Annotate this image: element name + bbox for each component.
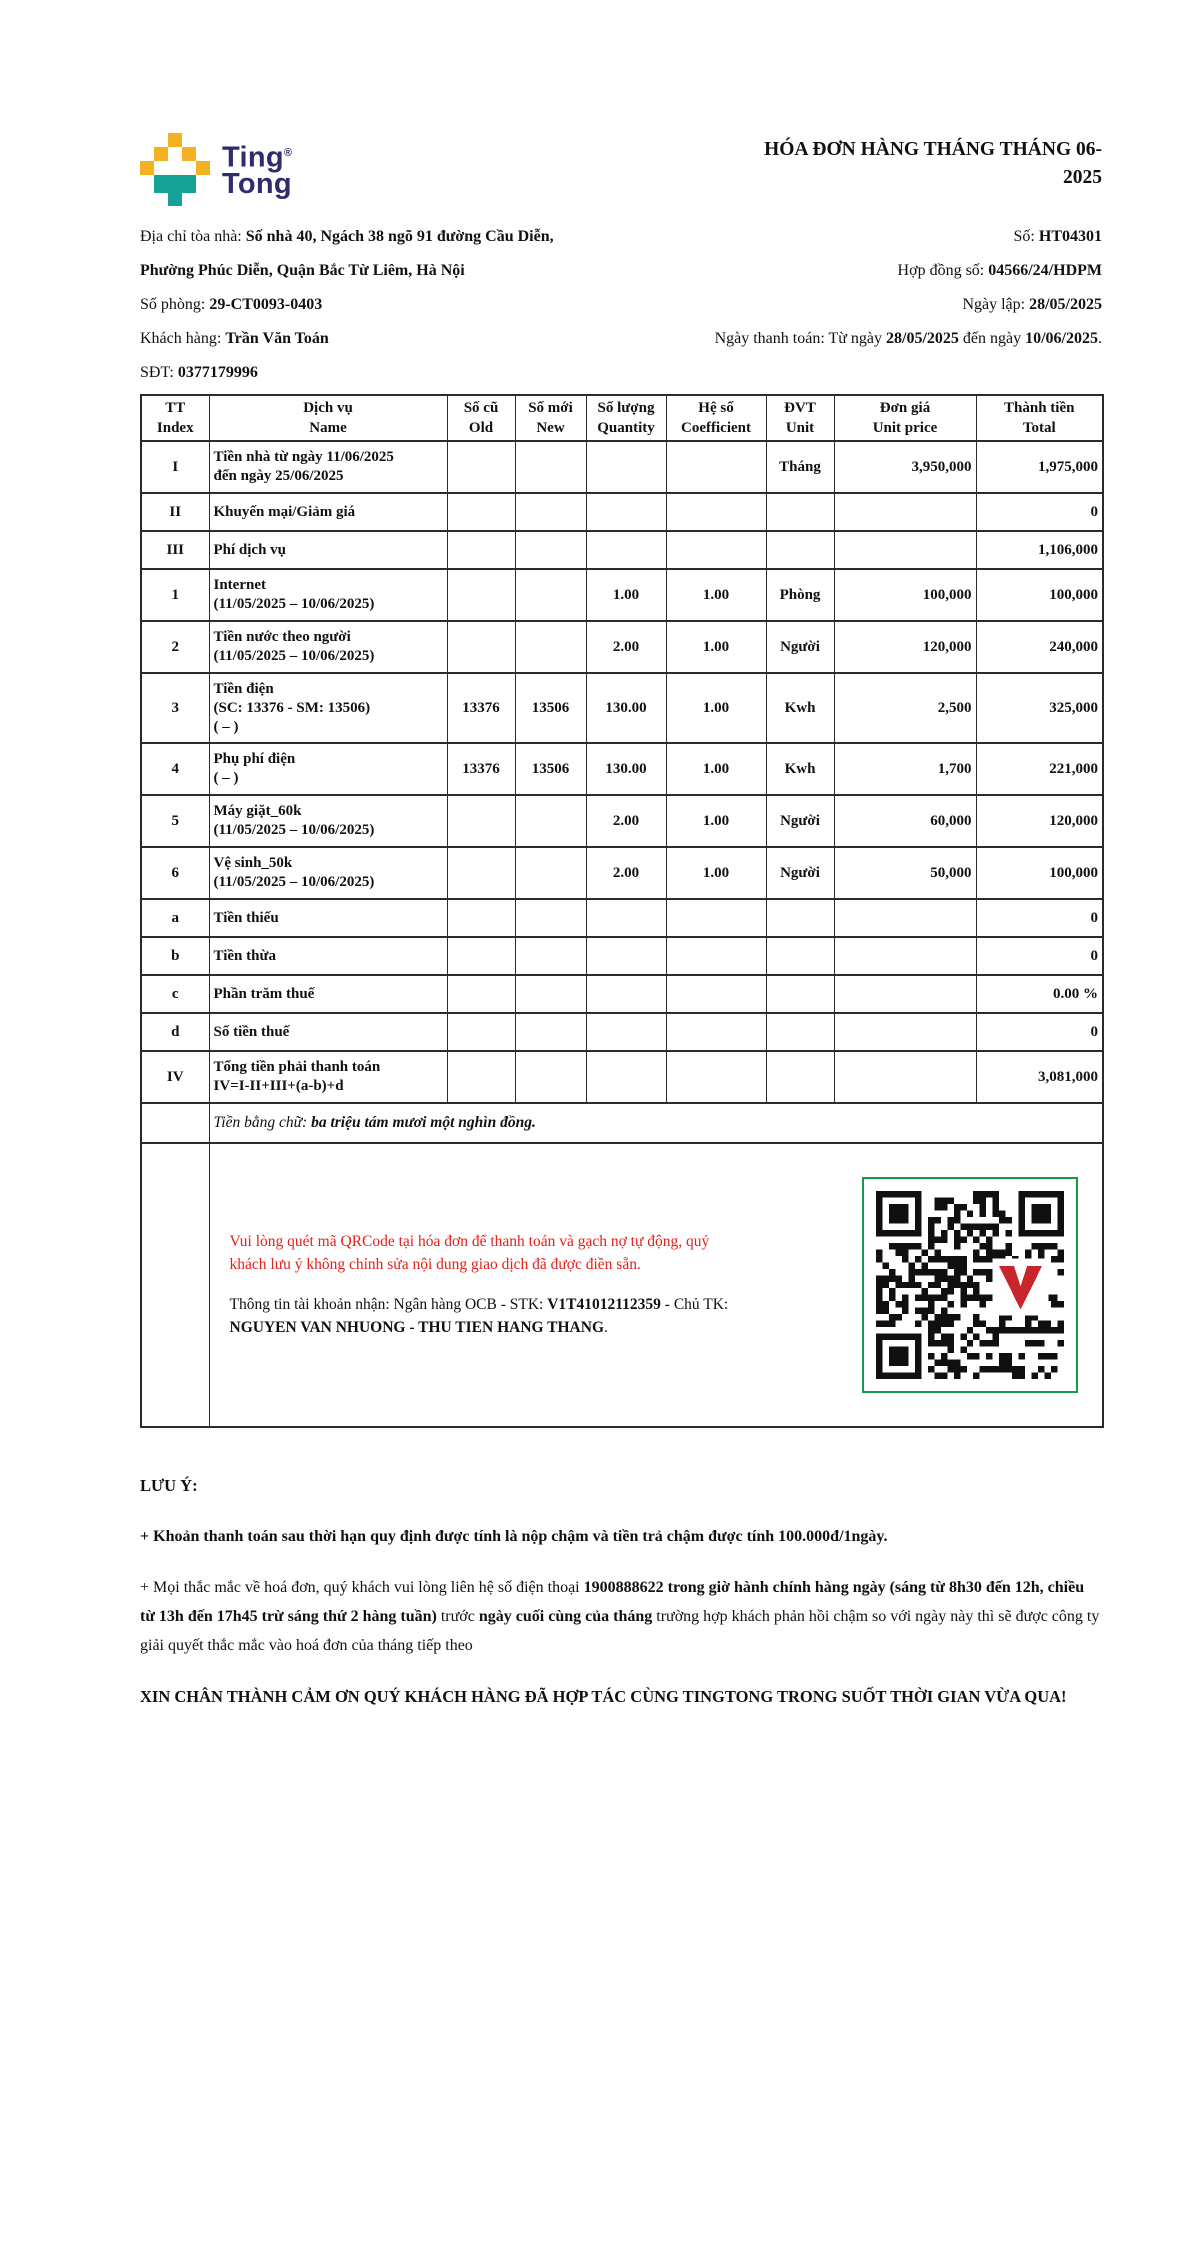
cell-name: Tiền thừa bbox=[209, 937, 447, 975]
col-header-index: TT Index bbox=[141, 395, 209, 441]
deadline-emphasis: ngày cuối cùng của tháng bbox=[478, 1608, 653, 1625]
cell-new bbox=[515, 531, 586, 569]
cell-new bbox=[515, 569, 586, 621]
cell-unit bbox=[766, 1051, 834, 1103]
registered-mark: ® bbox=[283, 146, 293, 159]
cell-coef bbox=[666, 975, 766, 1013]
payment-from-date: 28/05/2025 bbox=[886, 330, 959, 347]
cell-total: 240,000 bbox=[976, 621, 1103, 673]
room-number-line bbox=[140, 288, 669, 322]
cell-unit bbox=[766, 1013, 834, 1051]
header-row bbox=[141, 395, 1103, 441]
cell-qty bbox=[586, 937, 666, 975]
col-header-unit-price: Đơn giá Unit price bbox=[834, 395, 976, 441]
table-row bbox=[141, 1013, 1103, 1051]
cell-new bbox=[515, 621, 586, 673]
cell-price: 1,700 bbox=[834, 743, 976, 795]
cell-old bbox=[447, 975, 515, 1013]
cell-price: 3,950,000 bbox=[834, 441, 976, 493]
invoice-table-head bbox=[141, 395, 1103, 441]
thank-you-message: XIN CHÂN THÀNH CẢM ƠN QUÝ KHÁCH HÀNG ĐÃ HỢP TÁC CÙNG TINGTONG TRONG SUỐT THỜI GIAN VỪA QUA! bbox=[140, 1687, 1067, 1706]
cell-total: 100,000 bbox=[976, 847, 1103, 899]
cell-total: 0 bbox=[976, 899, 1103, 937]
qr-code-icon bbox=[876, 1191, 1064, 1379]
cell-unit: Tháng bbox=[766, 441, 834, 493]
cell-name: Vệ sinh_50k (11/05/2025 – 10/06/2025) bbox=[209, 847, 447, 899]
notes-section bbox=[140, 1476, 1102, 1711]
cell-name: Phí dịch vụ bbox=[209, 531, 447, 569]
cell-old bbox=[447, 937, 515, 975]
cell-new bbox=[515, 847, 586, 899]
late-payment-note: + Khoản thanh toán sau thời hạn quy định được tính là nộp chậm và tiền trả chậm được tính 100.000đ/1ngày. bbox=[140, 1528, 888, 1545]
logo-pixel bbox=[182, 147, 196, 161]
cell-total: 0 bbox=[976, 937, 1103, 975]
cell-tt: IV bbox=[141, 1051, 209, 1103]
cell-coef: 1.00 bbox=[666, 621, 766, 673]
cell-price bbox=[834, 899, 976, 937]
cell-old bbox=[447, 531, 515, 569]
building-address-line2: Phường Phúc Diễn, Quận Bắc Từ Liêm, Hà Nội bbox=[140, 262, 465, 279]
cell-tt: a bbox=[141, 899, 209, 937]
invoice-table-body bbox=[141, 441, 1103, 1103]
invoice-title: HÓA ĐƠN HÀNG THÁNG THÁNG 06-2025 bbox=[764, 139, 1102, 188]
cell-qty: 2.00 bbox=[586, 847, 666, 899]
table-row bbox=[141, 743, 1103, 795]
cell-coef: 1.00 bbox=[666, 673, 766, 743]
issue-date-line bbox=[669, 288, 1102, 322]
cell-old: 13376 bbox=[447, 743, 515, 795]
cell-new bbox=[515, 937, 586, 975]
table-row bbox=[141, 569, 1103, 621]
cell-name: Số tiền thuế bbox=[209, 1013, 447, 1051]
table-row bbox=[141, 847, 1103, 899]
hotline-note bbox=[140, 1573, 1102, 1660]
cell-total: 1,106,000 bbox=[976, 531, 1103, 569]
table-row bbox=[141, 937, 1103, 975]
cell-tt: II bbox=[141, 493, 209, 531]
cell-empty bbox=[141, 1103, 209, 1143]
qr-instructions bbox=[214, 1231, 734, 1339]
table-row bbox=[141, 975, 1103, 1013]
phone-value: 0377179996 bbox=[177, 364, 258, 381]
cell-qty bbox=[586, 899, 666, 937]
cell-coef bbox=[666, 441, 766, 493]
building-address-line1 bbox=[140, 220, 669, 254]
invoice-number-value: HT04301 bbox=[1038, 228, 1102, 245]
cell-name: Tiền nước theo người (11/05/2025 – 10/06/2025) bbox=[209, 621, 447, 673]
cell-new bbox=[515, 493, 586, 531]
cell-old bbox=[447, 493, 515, 531]
table-row bbox=[141, 673, 1103, 743]
cell-new bbox=[515, 441, 586, 493]
cell-qty: 130.00 bbox=[586, 673, 666, 743]
issue-date-label: Ngày lập: bbox=[962, 296, 1030, 313]
account-number: V1T41012112359 bbox=[547, 1296, 661, 1313]
issue-date-value: 28/05/2025 bbox=[1029, 296, 1102, 313]
cell-price bbox=[834, 1051, 976, 1103]
cell-coef: 1.00 bbox=[666, 847, 766, 899]
cell-coef bbox=[666, 1051, 766, 1103]
cell-unit bbox=[766, 899, 834, 937]
cell-name: Phần trăm thuế bbox=[209, 975, 447, 1013]
cell-price: 50,000 bbox=[834, 847, 976, 899]
logo-pixel bbox=[154, 175, 196, 193]
invoice-number-label: Số: bbox=[1013, 228, 1039, 245]
cell-empty bbox=[141, 1143, 209, 1427]
amount-in-words-row bbox=[141, 1103, 1103, 1143]
amount-in-words-value: ba triệu tám mươi một nghìn đồng. bbox=[311, 1114, 536, 1131]
cell-qty bbox=[586, 1051, 666, 1103]
phone-label: SĐT: bbox=[140, 364, 178, 381]
cell-name: Tổng tiền phải thanh toán IV=I-II+III+(a-b)+d bbox=[209, 1051, 447, 1103]
cell-unit bbox=[766, 937, 834, 975]
cell-unit: Kwh bbox=[766, 743, 834, 795]
address-label: Địa chỉ tòa nhà: bbox=[140, 228, 246, 245]
cell-tt: 2 bbox=[141, 621, 209, 673]
room-label: Số phòng: bbox=[140, 296, 210, 313]
cell-total: 3,081,000 bbox=[976, 1051, 1103, 1103]
cell-tt: b bbox=[141, 937, 209, 975]
contract-label: Hợp đồng số: bbox=[897, 262, 989, 279]
cell-new: 13506 bbox=[515, 743, 586, 795]
phone-line bbox=[140, 356, 669, 390]
cell-qty bbox=[586, 975, 666, 1013]
invoice-info-right bbox=[669, 220, 1102, 390]
cell-coef bbox=[666, 531, 766, 569]
qr-payment-notice: Vui lòng quét mã QRCode tại hóa đơn để thanh toán và gạch nợ tự động, quý khách lưu ý không chỉnh sửa nội dung giao dịch đã được điền sẵn. bbox=[229, 1233, 710, 1273]
cell-name: Khuyến mại/Giảm giá bbox=[209, 493, 447, 531]
qr-section-cell bbox=[209, 1143, 1103, 1427]
qr-row bbox=[141, 1143, 1103, 1427]
logo-pixel bbox=[168, 133, 182, 147]
contract-value: 04566/24/HDPM bbox=[988, 262, 1102, 279]
table-row bbox=[141, 493, 1103, 531]
qr-section bbox=[214, 1146, 1099, 1424]
invoice-page bbox=[140, 130, 1102, 1711]
qr-code-frame bbox=[862, 1177, 1078, 1393]
invoice-header bbox=[140, 130, 1102, 208]
cell-unit bbox=[766, 975, 834, 1013]
hotline-note-seg1: + Mọi thắc mắc về hoá đơn, quý khách vui lòng liên hệ số điện thoại bbox=[140, 1579, 584, 1596]
account-mid: - Chủ TK: bbox=[660, 1296, 729, 1313]
bank-account-info bbox=[230, 1294, 734, 1339]
invoice-info bbox=[140, 220, 1102, 390]
cell-qty: 2.00 bbox=[586, 795, 666, 847]
logo-pixel bbox=[168, 193, 182, 206]
cell-price bbox=[834, 531, 976, 569]
cell-unit: Người bbox=[766, 847, 834, 899]
table-row bbox=[141, 531, 1103, 569]
col-header-total: Thành tiền Total bbox=[976, 395, 1103, 441]
cell-coef: 1.00 bbox=[666, 569, 766, 621]
cell-tt: d bbox=[141, 1013, 209, 1051]
brand-name bbox=[222, 140, 292, 199]
cell-qty bbox=[586, 531, 666, 569]
payment-mid-label: đến ngày bbox=[958, 330, 1026, 347]
col-header-coefficient: Hệ số Coefficient bbox=[666, 395, 766, 441]
hotline-note-seg3: trước bbox=[436, 1608, 479, 1625]
cell-old bbox=[447, 1051, 515, 1103]
cell-name: Internet (11/05/2025 – 10/06/2025) bbox=[209, 569, 447, 621]
cell-old: 13376 bbox=[447, 673, 515, 743]
amount-in-words-label: Tiền bằng chữ: bbox=[213, 1114, 312, 1131]
table-row bbox=[141, 795, 1103, 847]
cell-unit: Người bbox=[766, 621, 834, 673]
cell-coef bbox=[666, 937, 766, 975]
cell-total: 221,000 bbox=[976, 743, 1103, 795]
cell-total: 100,000 bbox=[976, 569, 1103, 621]
cell-old bbox=[447, 847, 515, 899]
cell-qty bbox=[586, 441, 666, 493]
cell-new bbox=[515, 1013, 586, 1051]
col-header-new: Số mới New bbox=[515, 395, 586, 441]
cell-tt: 1 bbox=[141, 569, 209, 621]
cell-qty bbox=[586, 493, 666, 531]
address-value: Số nhà 40, Ngách 38 ngõ 91 đường Cầu Diễn, bbox=[245, 228, 554, 245]
brand-word-bottom: Tong bbox=[222, 168, 292, 201]
table-row bbox=[141, 1051, 1103, 1103]
payment-period-line bbox=[669, 322, 1102, 356]
hotline-phone-and-hours: 1900888622 trong giờ hành chính hàng ngày (sáng từ 8h30 đến 12h, chiều từ 13h đến 17h45 trừ sáng thứ 2 hàng tuần) bbox=[140, 1579, 1085, 1625]
cell-old bbox=[447, 1013, 515, 1051]
cell-name: Máy giặt_60k (11/05/2025 – 10/06/2025) bbox=[209, 795, 447, 847]
cell-total: 0 bbox=[976, 1013, 1103, 1051]
cell-price: 60,000 bbox=[834, 795, 976, 847]
cell-price bbox=[834, 493, 976, 531]
account-holder-name: NGUYEN VAN NHUONG - THU TIEN HANG THANG bbox=[229, 1318, 604, 1336]
cell-price bbox=[834, 1013, 976, 1051]
cell-qty: 2.00 bbox=[586, 621, 666, 673]
cell-coef: 1.00 bbox=[666, 795, 766, 847]
table-row bbox=[141, 899, 1103, 937]
cell-total: 120,000 bbox=[976, 795, 1103, 847]
cell-coef bbox=[666, 899, 766, 937]
amount-in-words-cell bbox=[209, 1103, 1103, 1143]
col-header-old: Số cũ Old bbox=[447, 395, 515, 441]
cell-tt: I bbox=[141, 441, 209, 493]
cell-old bbox=[447, 899, 515, 937]
customer-line bbox=[140, 322, 669, 356]
col-header-unit: ĐVT Unit bbox=[766, 395, 834, 441]
cell-tt: 3 bbox=[141, 673, 209, 743]
cell-price bbox=[834, 937, 976, 975]
cell-total: 0 bbox=[976, 493, 1103, 531]
cell-price: 100,000 bbox=[834, 569, 976, 621]
table-row bbox=[141, 441, 1103, 493]
col-header-name: Dịch vụ Name bbox=[209, 395, 447, 441]
cell-name: Tiền điện (SC: 13376 - SM: 13506) ( – ) bbox=[209, 673, 447, 743]
account-prefix: Thông tin tài khoản nhận: Ngân hàng OCB - STK: bbox=[229, 1296, 548, 1313]
tingtong-logo bbox=[140, 130, 292, 208]
cell-old bbox=[447, 795, 515, 847]
cell-total: 0.00 % bbox=[976, 975, 1103, 1013]
cell-price: 2,500 bbox=[834, 673, 976, 743]
cell-tt: 6 bbox=[141, 847, 209, 899]
cell-unit bbox=[766, 531, 834, 569]
cell-old bbox=[447, 569, 515, 621]
cell-total: 325,000 bbox=[976, 673, 1103, 743]
invoice-info-left bbox=[140, 220, 669, 390]
cell-old bbox=[447, 621, 515, 673]
invoice-number-line bbox=[669, 220, 1102, 254]
cell-unit: Người bbox=[766, 795, 834, 847]
cell-coef bbox=[666, 493, 766, 531]
cell-price: 120,000 bbox=[834, 621, 976, 673]
cell-new bbox=[515, 1051, 586, 1103]
logo-pixel bbox=[154, 147, 168, 161]
notes-title: LƯU Ý: bbox=[140, 1476, 198, 1495]
brand-word-top: Ting bbox=[222, 141, 284, 174]
logo-pixel bbox=[140, 161, 154, 175]
table-row bbox=[141, 621, 1103, 673]
cell-coef: 1.00 bbox=[666, 743, 766, 795]
cell-qty bbox=[586, 1013, 666, 1051]
cell-old bbox=[447, 441, 515, 493]
cell-name: Tiền thiếu bbox=[209, 899, 447, 937]
cell-total: 1,975,000 bbox=[976, 441, 1103, 493]
cell-tt: III bbox=[141, 531, 209, 569]
customer-label: Khách hàng: bbox=[140, 330, 226, 347]
hotline-note-seg5: trường hợp khách phản hồi chậm so với ngày này thì sẽ được công ty giải quyết thắc mắc vào hoá đơn của tháng tiếp theo bbox=[140, 1608, 1100, 1654]
customer-value: Trần Văn Toán bbox=[225, 330, 329, 347]
cell-name: Tiền nhà từ ngày 11/06/2025 đến ngày 25/06/2025 bbox=[209, 441, 447, 493]
cell-tt: c bbox=[141, 975, 209, 1013]
invoice-table-footer bbox=[141, 1103, 1103, 1427]
tingtong-pixel-tree-icon bbox=[140, 133, 210, 206]
cell-price bbox=[834, 975, 976, 1013]
cell-unit: Phòng bbox=[766, 569, 834, 621]
cell-unit: Kwh bbox=[766, 673, 834, 743]
cell-new: 13506 bbox=[515, 673, 586, 743]
cell-tt: 4 bbox=[141, 743, 209, 795]
account-suffix: . bbox=[604, 1318, 608, 1336]
cell-coef bbox=[666, 1013, 766, 1051]
room-value: 29-CT0093-0403 bbox=[209, 296, 323, 313]
cell-name: Phụ phí điện ( – ) bbox=[209, 743, 447, 795]
cell-unit bbox=[766, 493, 834, 531]
payment-to-date: 10/06/2025 bbox=[1025, 330, 1098, 347]
cell-new bbox=[515, 795, 586, 847]
cell-new bbox=[515, 975, 586, 1013]
payment-label: Ngày thanh toán: Từ ngày bbox=[714, 330, 887, 347]
logo-pixel bbox=[196, 161, 210, 175]
payment-suffix: . bbox=[1098, 330, 1102, 347]
cell-qty: 130.00 bbox=[586, 743, 666, 795]
cell-tt: 5 bbox=[141, 795, 209, 847]
col-header-quantity: Số lượng Quantity bbox=[586, 395, 666, 441]
cell-new bbox=[515, 899, 586, 937]
contract-number-line bbox=[669, 254, 1102, 288]
cell-qty: 1.00 bbox=[586, 569, 666, 621]
invoice-table bbox=[140, 394, 1104, 1428]
